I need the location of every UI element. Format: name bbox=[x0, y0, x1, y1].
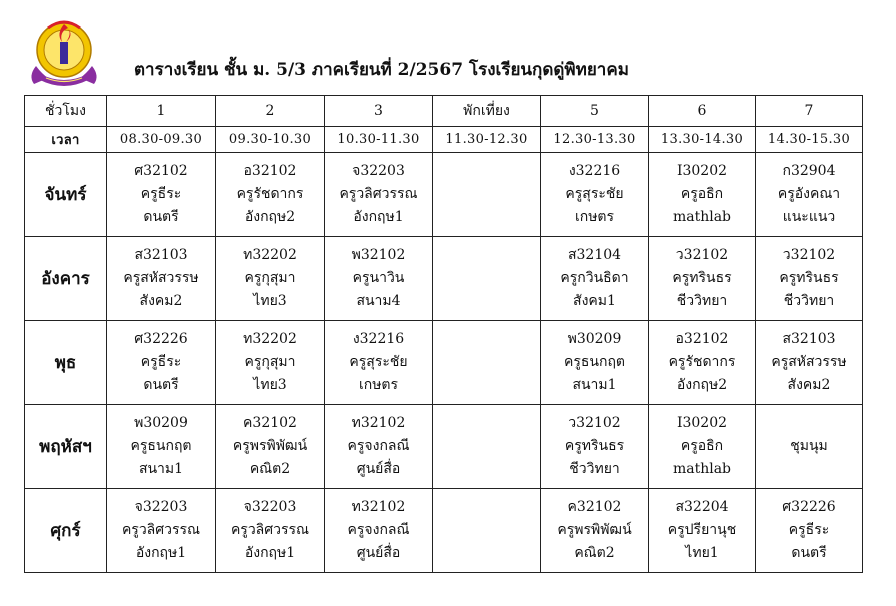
class-slot bbox=[649, 489, 756, 573]
teacher-name: ครูสหัสวรรษ bbox=[123, 270, 199, 286]
teacher-name: ครูปรียานุช bbox=[667, 522, 737, 538]
teacher-name: ครูอังคณา bbox=[777, 186, 841, 202]
day-row bbox=[25, 405, 863, 489]
class-slot bbox=[649, 153, 756, 237]
class-slot bbox=[756, 237, 863, 321]
time-row bbox=[25, 127, 863, 153]
teacher-name: ครูกุสุมา bbox=[244, 270, 296, 286]
subject-name: ชีววิทยา bbox=[783, 293, 835, 309]
subject-code: อ32102 bbox=[675, 331, 729, 347]
class-slot bbox=[541, 321, 649, 405]
subject-name: ศูนย์สื่อ bbox=[356, 545, 401, 561]
class-slot bbox=[325, 321, 433, 405]
teacher-name: ครูธีระ bbox=[788, 522, 830, 538]
day-name: พุธ bbox=[25, 321, 107, 405]
subject-name: ศูนย์สื่อ bbox=[356, 461, 401, 477]
subject-name: คณิต2 bbox=[574, 545, 615, 561]
timetable bbox=[24, 95, 863, 573]
time-slot: 11.30-12.30 bbox=[433, 127, 541, 153]
teacher-name: ครูพรพิพัฒน์ bbox=[232, 438, 308, 454]
empty-slot bbox=[433, 405, 541, 489]
subject-code: ส32104 bbox=[567, 247, 622, 263]
subject-name: ชีววิทยา bbox=[569, 461, 620, 477]
day-name: จันทร์ bbox=[25, 153, 107, 237]
teacher-name: ครูอธิก bbox=[680, 186, 724, 202]
subject-name: สนาม4 bbox=[356, 293, 401, 309]
subject-name: สังคม2 bbox=[787, 377, 831, 393]
class-slot bbox=[756, 489, 863, 573]
class-slot bbox=[216, 153, 325, 237]
time-slot: 14.30-15.30 bbox=[756, 127, 863, 153]
subject-name: สนาม1 bbox=[138, 461, 184, 477]
time-slot: 13.30-14.30 bbox=[649, 127, 756, 153]
subject-code: I30202 bbox=[676, 163, 728, 179]
teacher-name: ครูธีระ bbox=[140, 186, 182, 202]
class-slot bbox=[325, 405, 433, 489]
class-slot bbox=[325, 489, 433, 573]
subject-name: สนาม1 bbox=[572, 377, 617, 393]
subject-code: จ32203 bbox=[352, 163, 405, 179]
period-number: 7 bbox=[756, 96, 863, 127]
teacher-name: ครูธนกฤต bbox=[130, 438, 192, 454]
subject-code: ศ32226 bbox=[134, 331, 188, 347]
day-name: พฤหัสฯ bbox=[25, 405, 107, 489]
subject-code: อ32102 bbox=[243, 163, 297, 179]
subject-name: อังกฤษ2 bbox=[676, 377, 728, 393]
subject-name: อังกฤษ1 bbox=[353, 209, 404, 225]
subject-code: ส32103 bbox=[134, 247, 188, 263]
subject-code: พ32102 bbox=[351, 247, 406, 263]
class-slot bbox=[107, 405, 216, 489]
subject-name: อังกฤษ2 bbox=[244, 209, 296, 225]
class-slot bbox=[541, 237, 649, 321]
teacher-name: ครูธีระ bbox=[140, 354, 182, 370]
teacher-name: ครูพรพิพัฒน์ bbox=[557, 522, 632, 538]
subject-code: จ32203 bbox=[134, 499, 188, 515]
subject-code: ค32102 bbox=[243, 415, 297, 431]
subject-code: ว32102 bbox=[675, 247, 729, 263]
class-slot bbox=[216, 489, 325, 573]
class-slot bbox=[325, 237, 433, 321]
teacher-name: ครูสหัสวรรษ bbox=[771, 354, 847, 370]
teacher-name: ครูวลิศวรรณ bbox=[339, 186, 418, 202]
empty-slot bbox=[433, 237, 541, 321]
period-number: 1 bbox=[107, 96, 216, 127]
activity-name: ชุมนุม bbox=[790, 438, 828, 454]
subject-code: ท32202 bbox=[243, 247, 297, 263]
subject-name: ดนตรี bbox=[143, 209, 179, 225]
time-slot: 08.30-09.30 bbox=[107, 127, 216, 153]
subject-name: ชีววิทยา bbox=[676, 293, 728, 309]
class-slot bbox=[756, 153, 863, 237]
class-slot bbox=[756, 321, 863, 405]
subject-code: ส32103 bbox=[782, 331, 836, 347]
class-slot bbox=[325, 153, 433, 237]
subject-name: คณิต2 bbox=[249, 461, 291, 477]
day-row bbox=[25, 321, 863, 405]
subject-name: ดนตรี bbox=[143, 377, 179, 393]
teacher-name: ครูธนกฤต bbox=[563, 354, 626, 370]
teacher-name: ครูกวินธิดา bbox=[560, 270, 629, 286]
subject-name: ดนตรี bbox=[791, 545, 827, 561]
class-slot bbox=[107, 321, 216, 405]
subject-code: ง32216 bbox=[352, 331, 405, 347]
class-slot bbox=[649, 237, 756, 321]
subject-code: ว32102 bbox=[568, 415, 621, 431]
subject-code: จ32203 bbox=[243, 499, 297, 515]
subject-code: ท32202 bbox=[243, 331, 297, 347]
class-slot bbox=[649, 321, 756, 405]
subject-code: ค32102 bbox=[567, 499, 622, 515]
period-header-row bbox=[25, 96, 863, 127]
page-title: ตารางเรียน ชั้น ม. 5/3 ภาคเรียนที่ 2/2567 โรงเรียนกุดดู่พิทยาคม bbox=[134, 60, 629, 80]
period-label: ชั่วโมง bbox=[25, 96, 107, 127]
subject-code: ส32204 bbox=[675, 499, 729, 515]
teacher-name: ครูทรินธร bbox=[672, 270, 732, 286]
teacher-name: ครูกุสุมา bbox=[244, 354, 296, 370]
class-slot bbox=[216, 321, 325, 405]
class-slot bbox=[541, 489, 649, 573]
time-slot: 09.30-10.30 bbox=[216, 127, 325, 153]
subject-name: เกษตร bbox=[358, 377, 399, 393]
class-slot bbox=[107, 237, 216, 321]
class-slot bbox=[756, 405, 863, 489]
period-number: 3 bbox=[325, 96, 433, 127]
class-slot bbox=[107, 489, 216, 573]
lunch-break: พักเที่ยง bbox=[433, 96, 541, 127]
class-slot bbox=[541, 405, 649, 489]
teacher-name: ครูรัชดากร bbox=[668, 354, 736, 370]
period-number: 2 bbox=[216, 96, 325, 127]
teacher-name: ครูจงกลณี bbox=[347, 522, 410, 538]
period-number: 5 bbox=[541, 96, 649, 127]
class-slot bbox=[541, 153, 649, 237]
subject-name: ไทย3 bbox=[253, 377, 287, 393]
teacher-name: ครูสุระชัย bbox=[349, 354, 408, 370]
teacher-name: ครูอธิก bbox=[680, 438, 724, 454]
subject-code: ท32102 bbox=[351, 499, 406, 515]
subject-name: ไทย1 bbox=[685, 545, 719, 561]
time-slot: 12.30-13.30 bbox=[541, 127, 649, 153]
subject-name: ไทย3 bbox=[253, 293, 287, 309]
period-number: 6 bbox=[649, 96, 756, 127]
subject-name: สังคม2 bbox=[139, 293, 183, 309]
teacher-name: ครูทรินธร bbox=[779, 270, 839, 286]
day-name: อังคาร bbox=[25, 237, 107, 321]
empty-slot bbox=[433, 153, 541, 237]
subject-code: ท32102 bbox=[351, 415, 406, 431]
subject-name: เกษตร bbox=[574, 209, 615, 225]
class-slot bbox=[649, 405, 756, 489]
subject-code: พ30209 bbox=[134, 415, 188, 431]
class-slot bbox=[107, 153, 216, 237]
subject-code: พ30209 bbox=[567, 331, 622, 347]
teacher-name: ครูวลิศวรรณ bbox=[121, 522, 201, 538]
subject-code: ง32216 bbox=[568, 163, 621, 179]
teacher-name: ครูสุระชัย bbox=[565, 186, 624, 202]
teacher-name: ครูรัชดากร bbox=[236, 186, 304, 202]
day-name: ศุกร์ bbox=[25, 489, 107, 573]
school-emblem-icon bbox=[26, 14, 102, 88]
empty-slot bbox=[433, 489, 541, 573]
teacher-name: ครูจงกลณี bbox=[347, 438, 410, 454]
subject-name: อังกฤษ1 bbox=[244, 545, 296, 561]
time-slot: 10.30-11.30 bbox=[325, 127, 433, 153]
subject-name: แนะแนว bbox=[782, 209, 836, 225]
subject-code: ก32904 bbox=[782, 163, 836, 179]
class-slot bbox=[216, 405, 325, 489]
teacher-name: ครูนาวิน bbox=[352, 270, 405, 286]
subject-name: mathlab bbox=[672, 209, 732, 225]
class-slot bbox=[216, 237, 325, 321]
subject-name: อังกฤษ1 bbox=[135, 545, 187, 561]
subject-name: สังคม1 bbox=[573, 293, 616, 309]
day-row bbox=[25, 153, 863, 237]
teacher-name: ครูทรินธร bbox=[564, 438, 625, 454]
subject-code: ศ32102 bbox=[134, 163, 188, 179]
empty-slot bbox=[433, 321, 541, 405]
day-row bbox=[25, 489, 863, 573]
time-label: เวลา bbox=[25, 127, 107, 153]
teacher-name: ครูวลิศวรรณ bbox=[230, 522, 310, 538]
subject-code: ศ32226 bbox=[782, 499, 836, 515]
subject-code: I30202 bbox=[676, 415, 728, 431]
subject-name: mathlab bbox=[672, 461, 732, 477]
day-row bbox=[25, 237, 863, 321]
subject-code: ว32102 bbox=[782, 247, 836, 263]
